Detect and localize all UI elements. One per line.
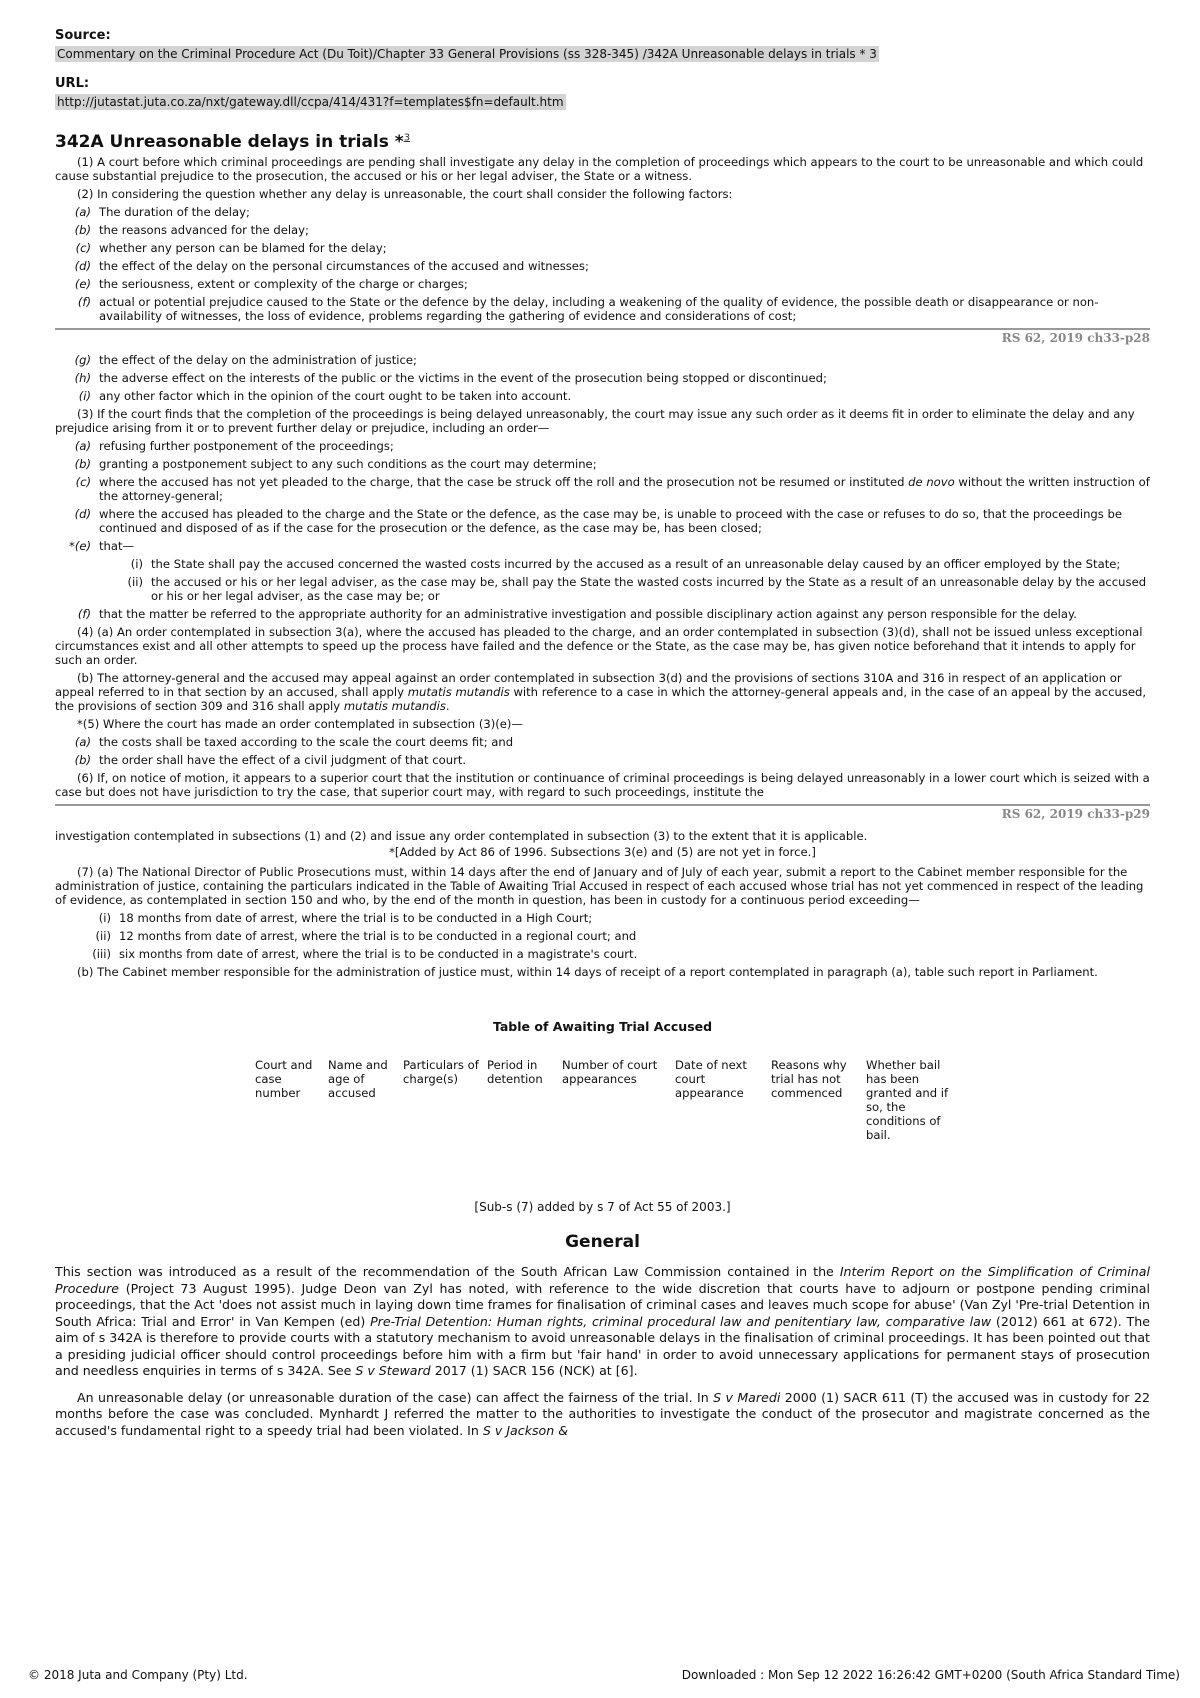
subsection-6: (6) If, on notice of motion, it appears to a superior court that the institution or continuance of criminal proceedings is being delayed unreasonably in a lower court which is seized with a case but does not have jurisdiction to try the case, that superior court may, with regard to such proceedings, institute the (55, 771, 1150, 799)
table-title: Table of Awaiting Trial Accused (492, 1019, 713, 1034)
factor-i: (i) any other factor which in the opinion of the court ought to be taken into account. (78, 389, 572, 403)
s7-i: (i) 18 months from date of arrest, where the trial is to be conducted in a High Court; (98, 911, 593, 925)
page-reference: RS 62, 2019 ch33-p28 (1001, 331, 1150, 345)
factor-h: (h) the adverse effect on the interests of the public or the victims in the event of the prosecution being stopped or discontinued; (74, 371, 827, 385)
subsection-7b: (b) The Cabinet member responsible for the administration of justice must, within 14 days of receipt of a report contemplated in paragraph (a), table such report in Parliament. (77, 965, 1098, 979)
section-title: 342A Unreasonable delays in trials *$^3$ (55, 132, 411, 152)
factor-d: (d) the effect of the delay on the personal circumstances of the accused and witnesses; (74, 259, 589, 273)
subsection-5-intro: *(5) Where the court has made an order contemplated in subsection (3)(e)— (77, 717, 524, 731)
source-label: Source: (55, 28, 111, 43)
order-a: (a) refusing further postponement of the proceedings; (74, 439, 394, 453)
factor-g: (g) the effect of the delay on the administration of justice; (74, 353, 417, 367)
order-b: (b) granting a postponement subject to any such conditions as the court may determine; (74, 457, 597, 471)
order-f: (f) that the matter be referred to the appropriate authority for an administrative investigation and possible disciplinary action against any person responsible for the delay. (77, 607, 1077, 621)
page-divider (55, 804, 1150, 806)
subsection-note: [Sub-s (7) added by s 7 of Act 55 of 2003.] (474, 1200, 731, 1214)
source-text[interactable]: Commentary on the Criminal Procedure Act (Du Toit)/Chapter 33 General Provisions (ss 328-345) /342A Unreasonable delays in trials * 3 (57, 47, 877, 61)
order-e-ii: (ii) the accused or his or her legal adviser, as the case may be, shall pay the State the wasted costs incurred by the State as a result of an unreasonable delay by the accused or his or her legal adviser, as the case may be; or (127, 575, 1147, 603)
factor-c: (c) whether any person can be blamed for the delay; (75, 241, 387, 255)
s5-b: (b) the order shall have the effect of a civil judgment of that court. (74, 753, 467, 767)
subsection-1: (1) A court before which criminal proceedings are pending shall investigate any delay in the completion of proceedings which appears to the court to be unreasonable and which could cause substantial prejudice to the prosecution, the accused or his or her legal adviser, the State or a witness. (55, 155, 1144, 183)
general-paragraph-1: This section was introduced as a result of the recommendation of the South African Law Commission contained in the Interim Report on the Simplification of Criminal Procedure (Project 73 August 1995). Judge Deon van Zyl has noted, with reference to the wide discretion that courts have to adjourn or postpone pending criminal proceedings, that the Act 'does not assist much in laying down time frames for finalisation of criminal cases and leaves much scope for abuse' (Van Zyl 'Pre-trial Detention in South Africa: Trial and Error' in Van Kempen (ed) Pre-Trial Detention: Human rights, criminal procedural law and penitentiary law, comparative law (2012) 661 at 672). The aim of s 342A is therefore to provide courts with a statutory mechanism to avoid unreasonable delays in the finalisation of criminal proceedings. It has been pointed out that a presiding judicial officer should control proceedings before him with a firm but 'fair hand' in order to avoid unnecessary applications for permanent stays of prosecution and needless enquiries in terms of s 342A. See S v Steward 2017 (1) SACR 156 (NCK) at [6]. (55, 1264, 1150, 1378)
s7-iii: (iii) six months from date of arrest, where the trial is to be conducted in a magistrate's court. (92, 947, 638, 961)
table-header-cell: Name and age of accused (328, 1058, 388, 1100)
table-header-cell: Whether bail has been granted and if so, the conditions of bail. (866, 1058, 949, 1142)
subsection-7a: (7) (a) The National Director of Public Prosecutions must, within 14 days after the end of January and of July of each year, submit a report to the Cabinet member responsible for the administration of justice, containing the particulars indicated in the Table of Awaiting Trial Accused in respect of each accused whose trial has not yet commenced in respect of the leading of evidence, as contemplated in section 150 and who, by the end of the month in question, has been in custody for a continuous period exceeding— (55, 865, 1144, 907)
subsection-4a: (4) (a) An order contemplated in subsection 3(a), where the accused has pleaded to the charge, and an order contemplated in subsection (3)(d), shall not be issued unless exceptional circumstances exist and all other attempts to speed up the process have failed and the defence or the State, as the case may be, has given notice beforehand that it intends to apply for such an order. (55, 625, 1143, 667)
url-label: URL: (55, 76, 90, 91)
factor-f: (f) actual or potential prejudice caused to the State or the defence by the delay, including a weakening of the quality of evidence, the possible death or disappearance or non-availability of witnesses, the loss of evidence, problems regarding the gathering of evidence and considerations of cost; (77, 295, 1099, 323)
subsection-6-continued: investigation contemplated in subsections (1) and (2) and issue any order contemplated in subsection (3) to the extent that it is applicable. (55, 829, 868, 843)
subsection-2-intro: (2) In considering the question whether any delay is unreasonable, the court shall consider the following factors: (77, 187, 733, 201)
order-c: (c) where the accused has not yet pleaded to the charge, that the case be struck off the roll and the prosecution not be resumed or instituted de novo without the written instruction of the attorney-general; (75, 475, 1150, 503)
awaiting-trial-table (255, 1058, 1150, 1142)
order-e-i: (i) the State shall pay the accused concerned the wasted costs incurred by the accused as a result of an unreasonable delay caused by an officer employed by the State; (130, 557, 1121, 571)
factor-b: (b) the reasons advanced for the delay; (74, 223, 309, 237)
document-page (55, 28, 1150, 1449)
table-header-cell: Date of next court appearance (675, 1058, 747, 1100)
s7-ii: (ii) 12 months from date of arrest, where the trial is to be conducted in a regional court; and (95, 929, 637, 943)
download-timestamp: Downloaded : Mon Sep 12 2022 16:26:42 GMT+0200 (South Africa Standard Time) (681, 1668, 1180, 1682)
general-heading: General (565, 1232, 640, 1252)
subsection-3-intro: (3) If the court finds that the completion of the proceedings is being delayed unreasonably, the court may issue any such order as it deems fit in order to eliminate the delay and any prejudice arising from it or to prevent further delay or prejudice, including an order— (55, 407, 1135, 435)
section-body (55, 155, 1150, 979)
general-paragraph-2: An unreasonable delay (or unreasonable duration of the case) can affect the fairness of the trial. In S v Maredi 2000 (1) SACR 611 (T) the accused was in custody for 22 months before the case was concluded. Mynhardt J referred the matter to the authorities to investigate the conduct of the prosecutor and magistrate concerned as the accused's fundamental right to a speedy trial had been violated. In S v Jackson & (55, 1389, 1150, 1438)
order-e: *(e) that— (69, 539, 135, 553)
order-d: (d) where the accused has pleaded to the charge and the State or the defence, as the case may be, is unable to proceed with the case or refuses to do so, that the proceedings be continued and disposed of as if the case for the prosecution or the defence, as the case may be, has been closed; (74, 507, 1123, 535)
table-header-cell: Reasons why trial has not commenced (771, 1058, 847, 1100)
factor-a: (a) The duration of the delay; (74, 205, 250, 219)
footnote-link[interactable]: 3 (403, 132, 411, 144)
s5-a: (a) the costs shall be taxed according to the scale the court deems fit; and (74, 735, 514, 749)
subsection-4b: (b) The attorney-general and the accused may appeal against an order contemplated in subsection 3(d) and the provisions of sections 310A and 316 in respect of an application or appeal referred to in that section by an accused, shall apply mutatis mutandis with reference to a case in which the attorney-general appeals and, in the case of an appeal by the accused, the provisions of section 309 and 316 shall apply mutatis mutandis. (55, 671, 1147, 713)
table-header-cell: Period in detention (487, 1058, 543, 1086)
table-header-cell: Particulars of charge(s) (403, 1058, 479, 1086)
copyright-footer: © 2018 Juta and Company (Pty) Ltd. (28, 1668, 248, 1682)
factor-e: (e) the seriousness, extent or complexity of the charge or charges; (74, 277, 468, 291)
page-reference: RS 62, 2019 ch33-p29 (1001, 807, 1150, 821)
table-header-cell: Court and case number (255, 1058, 313, 1100)
table-header-cell: Number of court appearances (562, 1058, 658, 1086)
amendment-note: *[Added by Act 86 of 1996. Subsections 3(e) and (5) are not yet in force.] (389, 845, 816, 859)
page-divider (55, 328, 1150, 330)
url-link[interactable]: http://jutastat.juta.co.za/nxt/gateway.dll/ccpa/414/431?f=templates$fn=default.htm (57, 95, 564, 109)
